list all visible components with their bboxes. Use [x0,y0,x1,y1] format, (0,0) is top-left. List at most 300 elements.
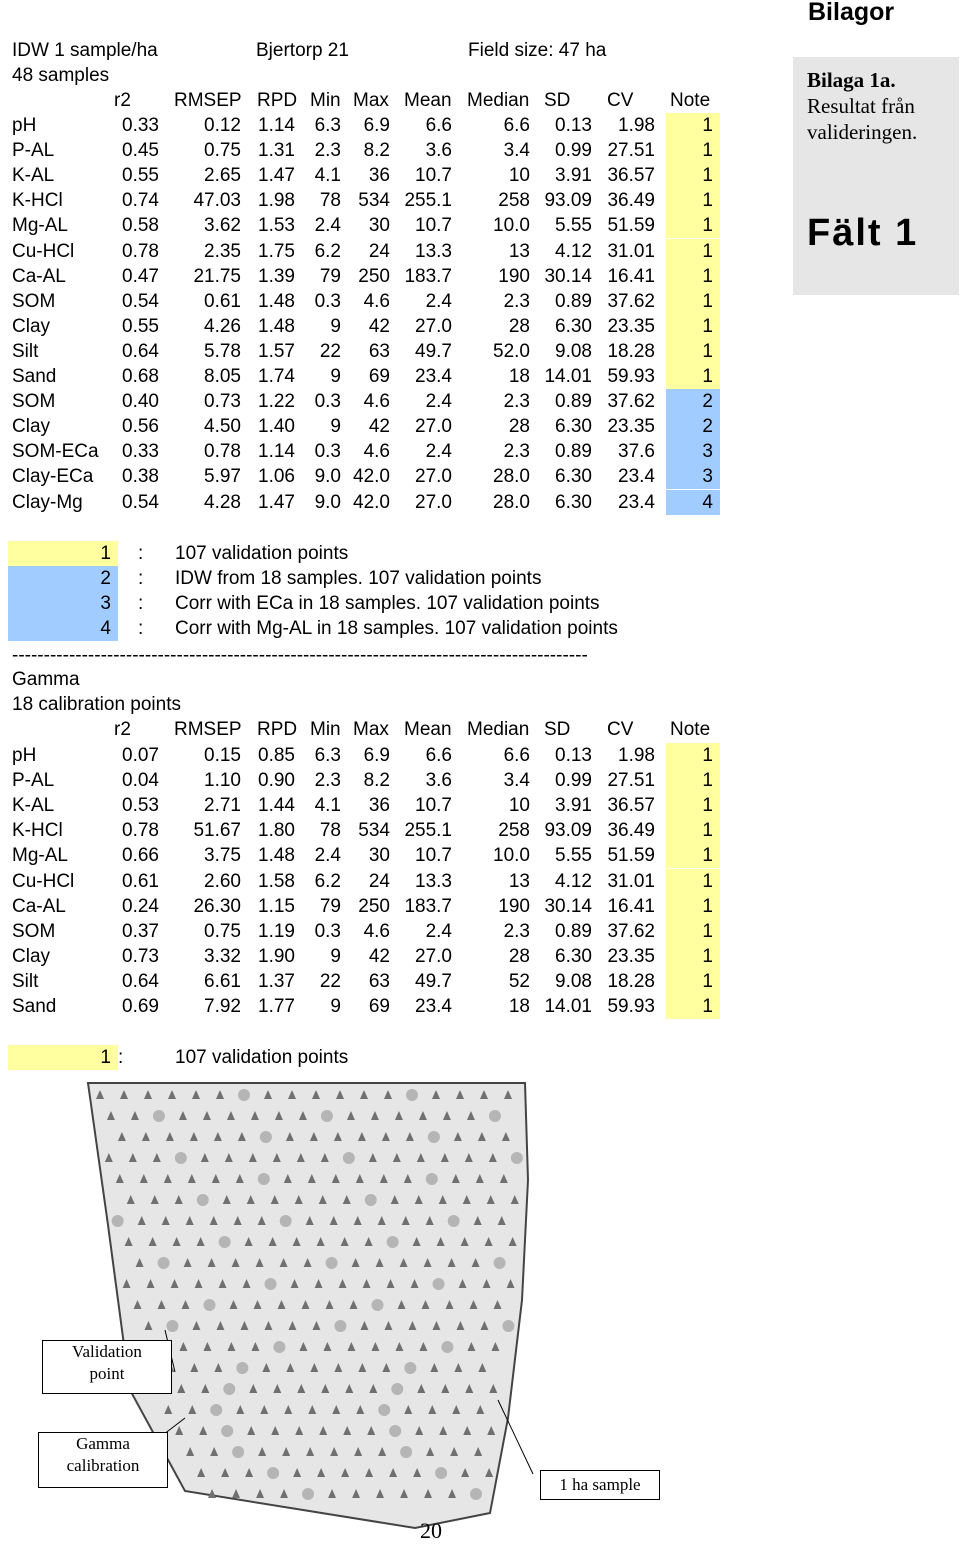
table-cell: 0.56 [122,416,159,438]
table-cell: 1.31 [258,140,295,162]
column-header-sd: SD [544,90,571,111]
table-cell: 4.6 [363,391,390,413]
table-cell: 51.59 [607,215,655,237]
row-label: K-AL [12,795,55,817]
table-cell: 49.7 [415,340,452,362]
table-cell: 4.28 [204,491,241,513]
table-cell: 36.49 [607,820,655,842]
table-cell: 4.1 [314,165,341,187]
note-cell: 1 [666,264,720,289]
table-cell: 0.64 [122,340,159,362]
table-cell: 18 [508,366,530,387]
calibration-point [326,1257,338,1269]
legend-text: IDW from 18 samples. 107 validation points [175,568,542,590]
row-label: Clay [12,945,51,967]
legend-colon: : [138,543,144,564]
legend-colon: : [138,568,144,590]
table-cell: 183.7 [404,895,452,917]
note-cell: 1 [666,289,720,314]
table-cell: 27.0 [415,315,452,337]
table-cell: 9 [330,416,341,438]
note-cell: 3 [666,464,720,489]
table-cell: 1.98 [618,745,655,766]
table-cell: 0.78 [122,240,159,262]
table-cell: 0.13 [555,745,592,766]
calibration-point [378,1404,390,1416]
table-cell: 0.89 [555,441,592,463]
table-cell: 2.4 [425,290,452,312]
table-cell: 10.7 [415,795,452,817]
table-cell: 1.90 [258,945,295,967]
table-cell: 8.2 [363,140,390,162]
table-cell: 0.47 [122,265,159,287]
table-cell: 18.28 [607,340,655,362]
table-cell: 0.78 [204,441,241,463]
row-label: Silt [12,340,39,362]
calibration-point [221,1425,233,1437]
table-cell: 13 [508,870,530,892]
table-cell: 4.6 [363,920,390,942]
row-label: SOM [12,920,56,942]
location: Bjertorp 21 [256,40,349,61]
table-cell: 30.14 [544,895,592,917]
table-cell: 8.2 [363,770,390,792]
table-cell: 255.1 [404,820,452,842]
table-cell: 2.4 [425,391,452,413]
calibration-point [158,1257,170,1269]
column-header-cv: CV [607,719,634,740]
note-cell: 1 [666,743,720,768]
note-cell: 1 [666,793,720,818]
calibration-point [404,1362,416,1374]
table-cell: 59.93 [607,996,655,1017]
table-cell: 36 [368,795,390,817]
table-cell: 10 [508,165,530,187]
legend-number: 2 [8,566,118,591]
table-cell: 3.75 [204,845,241,867]
table-cell: 0.73 [204,391,241,413]
row-label: SOM [12,391,56,413]
calibration-point [365,1194,377,1206]
table-cell: 0.54 [122,290,159,312]
table-cell: 22 [319,970,341,992]
calibration-point [232,1446,244,1458]
table-cell: 18.28 [607,970,655,992]
calibration-point [302,1488,314,1500]
table-cell: 51.59 [607,845,655,867]
table-cell: 0.15 [204,745,241,766]
table-cell: 2.4 [425,920,452,942]
gamma-subtitle: 18 calibration points [12,694,181,715]
table-cell: 0.66 [122,845,159,867]
table-cell: 0.69 [122,996,159,1017]
calibration-point [267,1467,279,1479]
legend-number: 4 [8,616,118,641]
table-cell: 0.58 [122,215,159,237]
row-label: Cu-HCl [12,870,75,892]
row-label: Sand [12,996,57,1017]
column-header-rmsep: RMSEP [174,719,242,740]
table-cell: 0.74 [122,190,159,212]
table-cell: 10 [508,795,530,817]
row-label: P-AL [12,140,55,162]
table-cell: 78 [319,820,341,842]
table-cell: 79 [319,895,341,917]
table-cell: 4.26 [204,315,241,337]
calibration-point [426,1173,438,1185]
calibration-point [343,1152,355,1164]
legend-number: 3 [8,591,118,616]
calibration-point [441,1341,453,1353]
gamma-title: Gamma [12,669,80,690]
calibration-point [321,1110,333,1122]
table-cell: 31.01 [607,240,655,262]
table-cell: 1.14 [258,441,295,463]
table-cell: 36.49 [607,190,655,212]
sample-count: 48 samples [12,65,110,86]
table-cell: 250 [358,265,390,287]
table-cell: 0.3 [314,391,341,413]
note-cell: 1 [666,919,720,944]
table-cell: 1.48 [258,845,295,867]
table-cell: 13.3 [415,870,452,892]
table-cell: 6.61 [204,970,241,992]
table-cell: 6.3 [314,745,341,766]
column-header-max: Max [353,90,389,111]
table-cell: 1.57 [258,340,295,362]
table-cell: 0.33 [122,441,159,463]
calibration-point [391,1383,403,1395]
table-cell: 3.91 [555,165,592,187]
table-cell: 1.58 [258,870,295,892]
column-header-note: Note [670,719,711,740]
table-cell: 14.01 [544,366,592,387]
table-cell: 2.3 [503,290,530,312]
table-cell: 0.64 [122,970,159,992]
table-cell: 1.47 [258,165,295,187]
table-cell: 0.3 [314,920,341,942]
table-cell: 14.01 [544,996,592,1017]
note-cell: 1 [666,314,720,339]
field-label: Fält 1 [807,212,919,254]
table-cell: 0.3 [314,290,341,312]
note-cell: 2 [666,414,720,439]
table-cell: 1.74 [258,366,295,387]
note-cell: 1 [666,113,720,138]
row-label: K-AL [12,165,55,187]
table-cell: 6.30 [555,945,592,967]
separator-line: ------------------------------------------------------------------------------------------- [12,645,588,666]
table-cell: 9.0 [314,491,341,513]
row-label: Mg-AL [12,215,68,237]
table-cell: 6.6 [425,115,452,136]
table-cell: 78 [319,190,341,212]
table-cell: 69 [368,366,390,387]
note-cell: 4 [666,490,720,515]
column-header-min: Min [310,90,341,111]
calibration-point [372,1299,384,1311]
table-cell: 37.62 [607,920,655,942]
table-cell: 1.47 [258,491,295,513]
note-cell: 1 [666,188,720,213]
table-cell: 1.77 [258,996,295,1017]
legend-colon: : [118,1047,124,1068]
table-cell: 36.57 [607,795,655,817]
table-cell: 0.40 [122,391,159,413]
table-cell: 2.3 [503,391,530,413]
validation-point-label [42,1340,172,1394]
table-cell: 36 [368,165,390,187]
table-cell: 26.30 [193,895,241,917]
table-cell: 183.7 [404,265,452,287]
table-cell: 2.60 [204,870,241,892]
bilaga-subtitle-1: Resultat från [807,94,915,118]
row-label: pH [12,745,37,766]
table-cell: 1.37 [258,970,295,992]
table-cell: 2.3 [314,770,341,792]
table-cell: 1.44 [258,795,295,817]
table-cell: 4.12 [555,870,592,892]
page-number: 20 [420,1518,442,1543]
column-header-median: Median [467,90,530,111]
table-cell: 9 [330,996,341,1017]
calibration-point [204,1299,216,1311]
table-cell: 24 [368,240,390,262]
table-cell: 9 [330,945,341,967]
table-cell: 3.4 [503,770,530,792]
table-cell: 1.75 [258,240,295,262]
table-cell: 534 [358,190,390,212]
calibration-point [197,1194,209,1206]
table-cell: 21.75 [193,265,241,287]
table-cell: 2.65 [204,165,241,187]
column-header-mean: Mean [404,90,452,111]
legend-text: Corr with Mg-AL in 18 samples. 107 validation points [175,618,618,640]
note-cell: 1 [666,768,720,793]
table-cell: 42 [368,416,390,438]
note-cell: 3 [666,439,720,464]
table-cell: 23.4 [618,491,655,513]
note-cell: 1 [666,213,720,238]
table-cell: 13.3 [415,240,452,262]
table-cell: 2.3 [503,441,530,463]
table-cell: 27.51 [607,770,655,792]
calibration-point [448,1215,460,1227]
table-cell: 1.10 [204,770,241,792]
calibration-point [435,1467,447,1479]
calibration-point [502,1320,514,1332]
table-cell: 49.7 [415,970,452,992]
note-cell: 1 [666,339,720,364]
table-cell: 10.7 [415,215,452,237]
calibration-point [236,1362,248,1374]
table-cell: 37.62 [607,290,655,312]
table-cell: 42.0 [353,491,390,513]
table-cell: 6.6 [503,115,530,136]
table-cell: 6.9 [363,745,390,766]
calibration-point [175,1152,187,1164]
column-header-median: Median [467,719,530,740]
table-cell: 3.91 [555,795,592,817]
validation-label-line2: point [89,1364,125,1383]
table-cell: 28.0 [493,466,530,488]
table-cell: 23.4 [415,996,452,1017]
column-header-mean: Mean [404,719,452,740]
table-cell: 0.99 [555,770,592,792]
table-cell: 6.9 [363,115,390,136]
table-cell: 27.0 [415,416,452,438]
field-size: Field size: 47 ha [468,40,607,61]
legend-colon: : [138,593,144,615]
validation-label-line1: Validation [72,1342,142,1361]
table-cell: 0.85 [258,745,295,766]
calibration-point [428,1131,440,1143]
table-cell: 0.55 [122,315,159,337]
note-cell: 1 [666,994,720,1019]
row-label: Mg-AL [12,845,68,867]
table-cell: 28 [508,416,530,438]
table-cell: 0.38 [122,466,159,488]
table-cell: 534 [358,820,390,842]
table-cell: 18 [508,996,530,1017]
table-cell: 47.03 [193,190,241,212]
column-header-r2: r2 [114,719,131,740]
table-cell: 27.51 [607,140,655,162]
calibration-point [219,1236,231,1248]
table-cell: 0.61 [204,290,241,312]
table-cell: 30.14 [544,265,592,287]
table-cell: 93.09 [544,190,592,212]
table-cell: 24 [368,870,390,892]
note-cell: 1 [666,944,720,969]
table-cell: 0.07 [122,745,159,766]
table-cell: 8.05 [204,366,241,387]
table-cell: 1.98 [258,190,295,212]
table-cell: 42 [368,945,390,967]
column-header-note: Note [670,90,711,111]
table-cell: 9.08 [555,970,592,992]
calibration-point [334,1320,346,1332]
table-cell: 2.71 [204,795,241,817]
table-cell: 6.6 [503,745,530,766]
table-cell: 2.4 [314,215,341,237]
calibration-point [389,1425,401,1437]
note-cell: 1 [666,969,720,994]
table-cell: 0.61 [122,870,159,892]
table-cell: 9 [330,366,341,387]
table-cell: 3.6 [425,140,452,162]
table-cell: 1.98 [618,115,655,136]
table-cell: 27.0 [415,945,452,967]
table-cell: 28 [508,945,530,967]
column-header-max: Max [353,719,389,740]
table-cell: 0.89 [555,391,592,413]
calibration-point [223,1383,235,1395]
table-cell: 27.0 [415,491,452,513]
table-cell: 4.50 [204,416,241,438]
calibration-point [400,1446,412,1458]
note-cell: 1 [666,239,720,264]
column-header-r2: r2 [114,90,131,111]
table-cell: 10.7 [415,845,452,867]
table-cell: 1.39 [258,265,295,287]
table-cell: 258 [498,190,530,212]
table-cell: 9.08 [555,340,592,362]
table-cell: 9 [330,315,341,337]
row-label: Clay [12,416,51,438]
column-header-cv: CV [607,90,634,111]
table-cell: 23.4 [618,466,655,488]
row-label: K-HCl [12,190,63,212]
calibration-point [166,1320,178,1332]
calibration-point [387,1236,399,1248]
table-cell: 0.55 [122,165,159,187]
note-cell: 1 [666,869,720,894]
table-cell: 36.57 [607,165,655,187]
note-cell: 1 [666,364,720,389]
table-cell: 28 [508,315,530,337]
table-cell: 1.19 [258,920,295,942]
table-cell: 42 [368,315,390,337]
table-cell: 2.35 [204,240,241,262]
note-cell: 2 [666,389,720,414]
table-cell: 1.14 [258,115,295,136]
table-cell: 1.48 [258,290,295,312]
table-cell: 3.4 [503,140,530,162]
table-cell: 6.30 [555,491,592,513]
table-cell: 3.62 [204,215,241,237]
calibration-point [112,1215,124,1227]
table-cell: 2.4 [314,845,341,867]
table-cell: 10.7 [415,165,452,187]
table-cell: 5.55 [555,845,592,867]
legend-colon: : [138,618,144,640]
table-cell: 22 [319,340,341,362]
table-cell: 16.41 [607,895,655,917]
calibration-point [470,1488,482,1500]
column-header-sd: SD [544,719,571,740]
row-label: Clay-Mg [12,491,83,513]
table-cell: 0.99 [555,140,592,162]
calibration-point [406,1089,418,1101]
row-label: Ca-AL [12,265,66,287]
table-cell: 0.78 [122,820,159,842]
table-cell: 6.2 [314,240,341,262]
gamma-label-line2: calibration [66,1456,140,1475]
table-cell: 0.13 [555,115,592,136]
table-cell: 23.35 [607,416,655,438]
table-cell: 0.04 [122,770,159,792]
table-cell: 0.90 [258,770,295,792]
bilagor-heading: Bilagor [808,0,895,26]
calibration-point [511,1152,523,1164]
doc-title: IDW 1 sample/ha [12,40,158,61]
table-cell: 59.93 [607,366,655,387]
row-label: Clay-ECa [12,466,94,488]
table-cell: 5.78 [204,340,241,362]
table-cell: 63 [368,970,390,992]
table-cell: 1.48 [258,315,295,337]
calibration-point [489,1110,501,1122]
table-cell: 51.67 [193,820,241,842]
calibration-point [280,1215,292,1227]
row-label: Sand [12,366,57,387]
table-cell: 2.3 [314,140,341,162]
legend-text: 107 validation points [175,1047,349,1068]
table-cell: 0.37 [122,920,159,942]
table-cell: 0.75 [204,920,241,942]
column-header-rmsep: RMSEP [174,90,242,111]
